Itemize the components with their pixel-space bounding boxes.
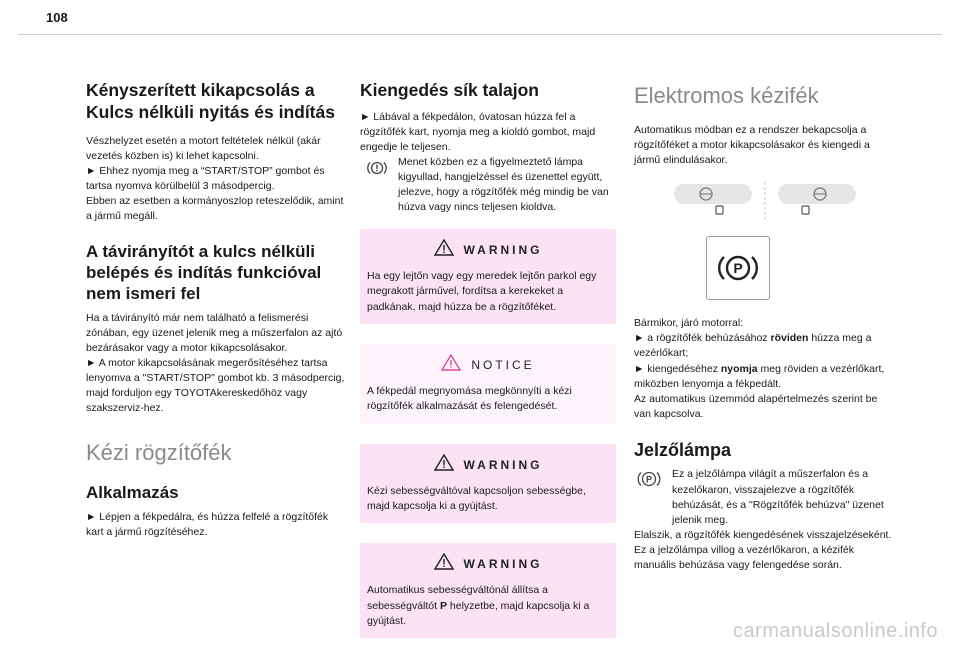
para-electric: Automatikus módban ez a rendszer bekapcsolja a rögzítőféket a motor kikapcsolásakor és kiengedi a jármű elindulásakor.: [634, 124, 870, 167]
warning-text-3b: P: [439, 599, 447, 612]
lamp-para: [634, 467, 896, 527]
heading-forced-off: Kényszerített kikapcsolás a Kulcs nélküli nyitás és indítás: [86, 80, 335, 122]
para-forced-3: Ebben az esetben a kormányoszlop reteszelődik, amint a jármű megáll.: [86, 195, 344, 223]
heading-lamp: Jelzőlámpa: [634, 439, 732, 460]
brake-warning-lamp-icon: [366, 159, 388, 182]
heading-remote: A távirányítót a kulcs nélküli belépés és indítás funkcióval nem ismeri fel: [86, 241, 322, 303]
parking-brake-button-illustration: [706, 236, 770, 300]
top-rule: [18, 34, 942, 35]
parking-brake-p-icon: [716, 251, 760, 285]
heading-electric-brake: Elektromos kézifék: [634, 83, 819, 108]
warning-box-3: [360, 543, 616, 638]
heading-manual-brake: Kézi rögzítőfék: [86, 440, 232, 466]
para-remote-1: Ha a távirányító már nem található a felismerési zónában, egy üzenet jelenik meg a műszerfalon az ajtó bezárásakor vagy a motor kikapcsolásakor.: [86, 311, 343, 354]
notice-text: A fékpedál megnyomása megkönnyíti a kézi rögzítőfék alkalmazását és felengedését.: [367, 385, 572, 413]
para-forced-2: ► Ehhez nyomja meg a “START/STOP” gombot és tartsa nyomva körülbelül 3 másodpercig.: [86, 165, 325, 193]
warning-triangle-icon: [434, 454, 454, 476]
para-apply-c: húzza meg a vezérlőkart;: [634, 332, 872, 360]
warning-label: WARNING: [463, 243, 543, 258]
warning-label: WARNING: [463, 557, 543, 572]
para-warning-lamp: Menet közben ez a figyelmeztető lámpa kigyullad, hangjelzéssel és üzenettel együtt, jelezve, hogy a rögzítőfék még mindig be van húzva vagy nincs teljesen kioldva.: [398, 155, 609, 214]
warning-box-2: [360, 444, 616, 524]
svg-text:P: P: [733, 260, 743, 277]
warning-lamp-para: [360, 155, 616, 215]
notice-box: [360, 344, 616, 424]
para-apply-a: ► a rögzítőfék behúzásához: [634, 332, 771, 345]
para-apply-b: röviden: [770, 332, 809, 345]
para-lamp-2: Elalszik, a rögzítőfék kiengedésének visszajelzéseként.: [634, 528, 892, 541]
brake-lamp-p-icon: [636, 469, 662, 494]
warning-text-1: Ha egy lejtőn vagy egy meredek lejtőn parkol egy megrakott járművel, fordítsa a kerekeket a padkának, majd húzza be a rögzítőféket.: [367, 270, 597, 313]
column-1: [86, 80, 348, 540]
warning-text-2: Kézi sebességváltóval kapcsoljon sebességbe, majd kapcsolja ki a gyújtást.: [367, 484, 586, 512]
para-run-intro: Bármikor, járó motorral:: [634, 317, 744, 330]
page-number: 108: [46, 10, 68, 25]
notice-label: NOTICE: [471, 358, 535, 373]
para-release-electric: [634, 362, 896, 392]
steering-illustration: [634, 182, 896, 222]
steering-wheel-icon: [634, 182, 896, 222]
notice-triangle-icon: [441, 354, 461, 376]
para-remote-2: ► A motor kikapcsolásának megerősítéséhez tartsa lenyomva a "START/STOP" gombot kb. 3 másodpercig, majd forduljon egy TOYOTAkereskedőhöz vagy szakszerviz-hez.: [86, 356, 345, 415]
warning-box-1: [360, 229, 616, 324]
para-release-a: ► kiengedéséhez: [634, 362, 721, 375]
para-lamp-3: Ez a jelzőlámpa villog a vezérlőkaron, a kézifék manuális behúzása vagy felengedése során.: [634, 543, 855, 571]
column-3: [634, 80, 896, 573]
warning-triangle-icon: [434, 553, 454, 575]
svg-text:P: P: [645, 474, 653, 485]
para-default: Az automatikus üzemmód alapértelmezés szerint be van kapcsolva.: [634, 392, 878, 420]
column-2: [360, 80, 616, 638]
para-use: ► Lépjen a fékpedálra, és húzza felfelé a rögzítőfék kart a jármű rögzítéséhez.: [86, 511, 329, 539]
para-release: ► Lábával a fékpedálon, óvatosan húzza fel a rögzítőfék kart, nyomja meg a kioldó gombot, majd engedje le teljesen.: [360, 110, 596, 153]
heading-use: Alkalmazás: [86, 483, 179, 503]
para-apply: [634, 331, 896, 361]
para-release-b: nyomja: [720, 362, 758, 375]
para-lamp: Ez a jelzőlámpa világít a műszerfalon és a kezelőkaron, visszajelezve a rögzítőfék behúzását, és a "Rögzítőfék behúzva" üzenet jelenik meg.: [672, 468, 884, 526]
warning-text-3: [367, 583, 609, 629]
warning-text-3a: Automatikus sebességváltónál állítsa a sebességváltót: [367, 584, 548, 612]
warning-text-3c: helyzetbe, majd kapcsolja ki a gyújtást.: [367, 599, 590, 627]
para-forced-1: Vészhelyzet esetén a motort feltételek nélkül (akár vezetés közben is) ki lehet kapcsolni.: [86, 135, 321, 163]
heading-release: Kiengedés sík talajon: [360, 80, 539, 100]
para-release-c: meg röviden a vezérlőkart, miközben lenyomja a fékpedált.: [634, 362, 885, 390]
warning-triangle-icon: [434, 239, 454, 261]
warning-label: WARNING: [463, 457, 543, 472]
watermark: carmanualsonline.info: [732, 620, 938, 642]
